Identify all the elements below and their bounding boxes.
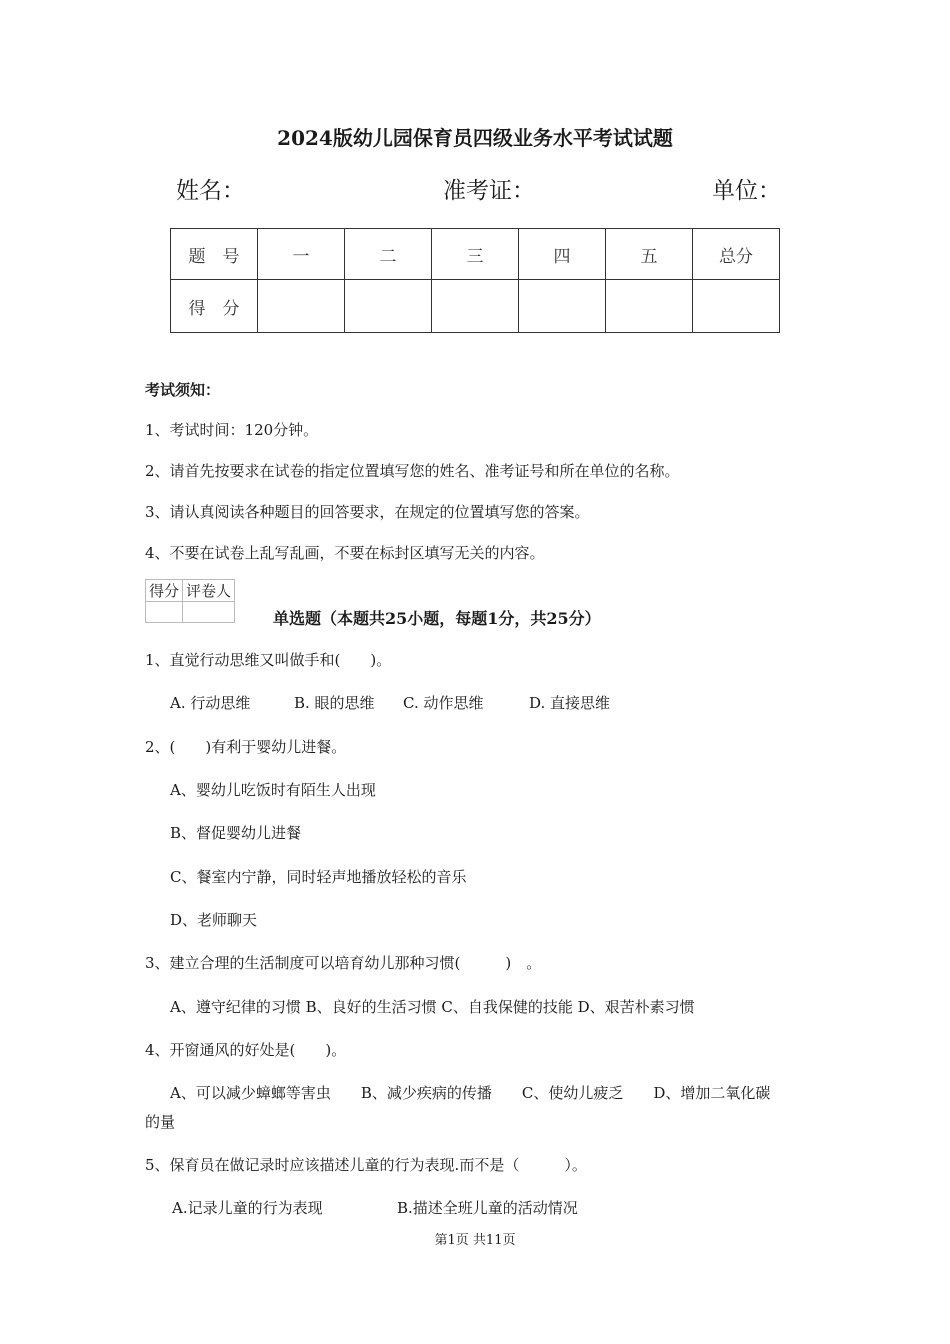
unit-field-label: 单位： xyxy=(712,178,781,204)
score-cell xyxy=(693,280,780,333)
question-stem: 1、直觉行动思维又叫做手和( )。 xyxy=(145,651,392,669)
question-stem: 5、保育员在做记录时应该描述儿童的行为表现.而不是（ ）。 xyxy=(145,1156,587,1174)
question-stem: 2、( )有利于婴幼儿进餐。 xyxy=(145,738,347,756)
question-options-wrap: 的量 xyxy=(145,1113,176,1131)
question-option: A.记录儿童的行为表现 xyxy=(172,1199,323,1217)
score-cell xyxy=(519,280,606,333)
score-table-header-cell: 二 xyxy=(345,229,432,280)
question-option: A. 行动思维 xyxy=(170,694,251,712)
score-table-header-cell: 五 xyxy=(606,229,693,280)
score-cell xyxy=(258,280,345,333)
score-table-header-cell: 四 xyxy=(519,229,606,280)
note-item: 4、不要在试卷上乱写乱画，不要在标封区填写无关的内容。 xyxy=(145,544,545,562)
exam-id-field-label: 准考证： xyxy=(443,178,535,204)
section-title: 单选题（本题共25小题，每题1分，共25分） xyxy=(273,609,601,628)
grader-reviewer-cell xyxy=(183,602,235,623)
question-option: D. 直接思维 xyxy=(529,694,611,712)
score-table-header-cell: 三 xyxy=(432,229,519,280)
score-row-label: 得 分 xyxy=(171,280,258,333)
question-option: C. 动作思维 xyxy=(403,694,484,712)
question-option: D、老师聊天 xyxy=(170,911,258,929)
notes-heading: 考试须知： xyxy=(145,381,221,399)
score-cell xyxy=(606,280,693,333)
question-stem: 3、建立合理的生活制度可以培育幼儿那种习惯( ) 。 xyxy=(145,954,542,972)
note-item: 3、请认真阅读各种题目的回答要求，在规定的位置填写您的答案。 xyxy=(145,503,590,521)
grader-reviewer-label: 评卷人 xyxy=(183,580,235,602)
score-table-header-cell: 总分 xyxy=(693,229,780,280)
score-table xyxy=(170,228,780,333)
score-cell xyxy=(432,280,519,333)
score-table-header-row xyxy=(171,229,780,280)
name-field-label: 姓名： xyxy=(176,178,245,204)
question-stem: 4、开窗通风的好处是( )。 xyxy=(145,1041,347,1059)
score-cell xyxy=(345,280,432,333)
score-table-header-cell: 一 xyxy=(258,229,345,280)
question-option: C、餐室内宁静，同时轻声地播放轻松的音乐 xyxy=(170,868,467,886)
grader-score-label: 得分 xyxy=(146,580,183,602)
question-options-line: A、遵守纪律的习惯 B、良好的生活习惯 C、自我保健的技能 D、艰苦朴素习惯 xyxy=(170,998,695,1016)
note-item: 2、请首先按要求在试卷的指定位置填写您的姓名、准考证号和所在单位的名称。 xyxy=(145,462,680,480)
score-table-header-cell: 题 号 xyxy=(171,229,258,280)
note-item: 1、考试时间：120分钟。 xyxy=(145,421,319,439)
score-table-score-row xyxy=(171,280,780,333)
grader-score-cell xyxy=(146,602,183,623)
question-option: B、督促婴幼儿进餐 xyxy=(170,824,302,842)
question-options-line: A、可以减少蟑螂等害虫 B、减少疾病的传播 C、使幼儿疲乏 D、增加二氧化碳 xyxy=(170,1084,771,1102)
question-option: A、婴幼儿吃饭时有陌生人出现 xyxy=(170,781,376,799)
question-option: B.描述全班儿童的活动情况 xyxy=(397,1199,578,1217)
grader-box xyxy=(145,579,235,623)
page-title: 2024版幼儿园保育员四级业务水平考试试题 xyxy=(277,126,673,150)
page-footer: 第1页 共11页 xyxy=(434,1233,516,1248)
question-option: B. 眼的思维 xyxy=(294,694,375,712)
